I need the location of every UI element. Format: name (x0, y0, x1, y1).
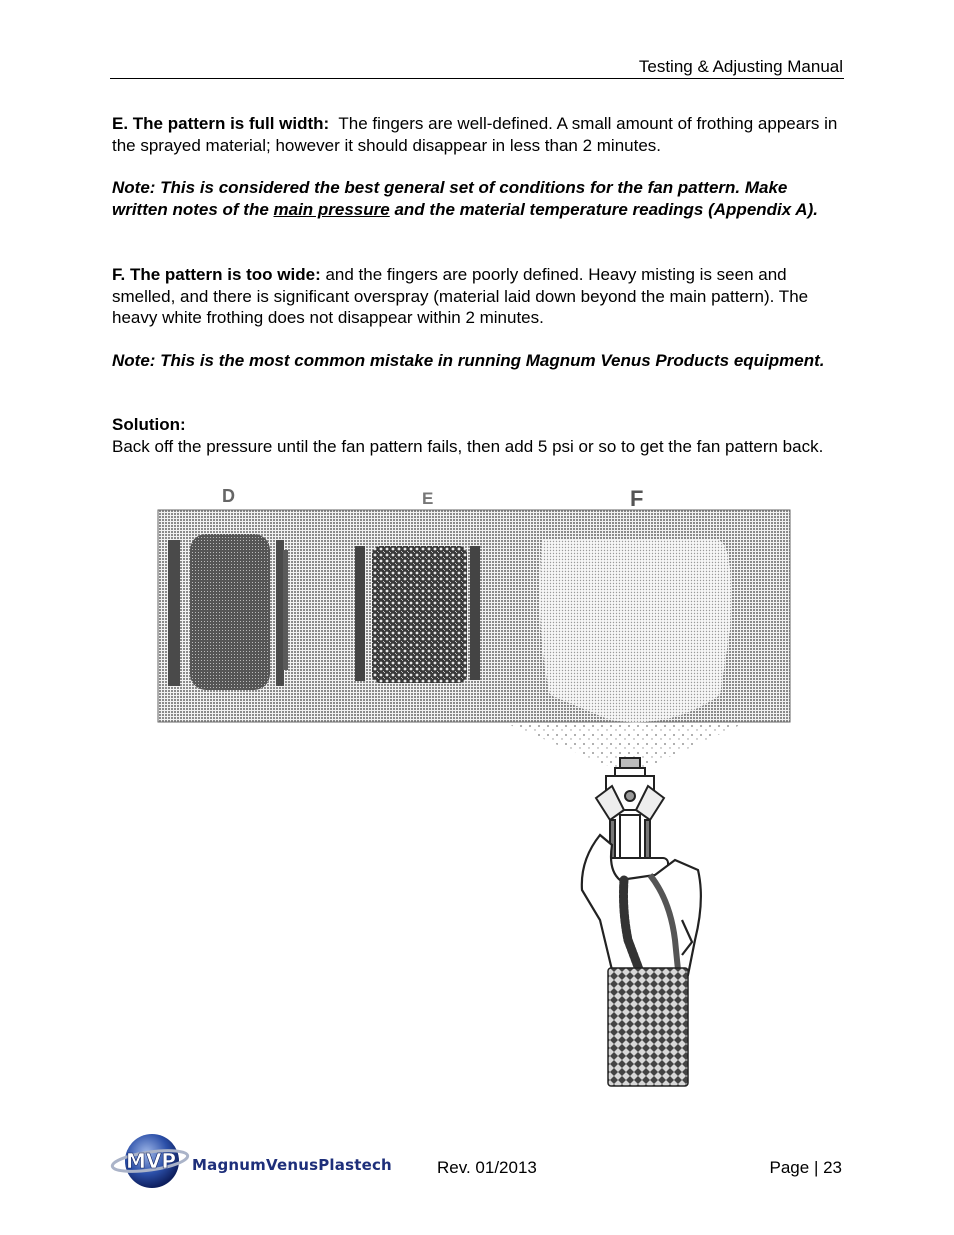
gloved-hand (582, 835, 701, 975)
pattern-f (540, 540, 731, 722)
pattern-e (355, 546, 480, 683)
header-title: Testing & Adjusting Manual (638, 57, 843, 76)
pattern-label-f: F (630, 486, 644, 511)
header-divider (110, 78, 844, 79)
mvp-logo-text: MVP (126, 1149, 177, 1173)
note-1-part1: Note: This is considered the best general set of conditions for the fan pattern. Make written notes of the (112, 178, 788, 219)
solution-block (112, 414, 842, 457)
section-e-paragraph (112, 113, 842, 156)
note-common-mistake: Note: This is the most common mistake in running Magnum Venus Products equipment. (112, 351, 825, 370)
section-f-heading: F. The pattern is too wide: (112, 265, 321, 284)
mvp-logo-icon (110, 1130, 190, 1190)
revision-date: Rev. 01/2013 (437, 1158, 537, 1177)
solution-text: Back off the pressure until the fan pattern fails, then add 5 psi or so to get the fan pattern back. (112, 436, 824, 456)
section-e-text: The fingers are well-defined. A small amount of frothing appears in the sprayed material; however it should disappear in less than 2 minutes. (112, 114, 838, 155)
note-1-part2: and the material temperature readings (Appendix A). (389, 199, 818, 219)
section-e-heading: E. The pattern is full width: (112, 114, 330, 133)
section-f-paragraph (112, 264, 842, 329)
braided-hose (608, 968, 688, 1086)
spray-pattern-illustration (150, 480, 800, 1095)
page-number: Page | 23 (769, 1158, 842, 1177)
pattern-label-d: D (222, 486, 235, 506)
note-1-underlined: main pressure (273, 199, 390, 219)
solution-heading: Solution: (112, 415, 186, 434)
note-best-conditions (112, 177, 842, 220)
company-name: MagnumVenusPlastech (192, 1156, 392, 1174)
section-f-text: and the fingers are poorly defined. Heavy misting is seen and smelled, and there is significant overspray (material laid down beyond the main pattern). The heavy white frothing does not disappear within 2 minutes. (112, 265, 809, 327)
pattern-label-e: E (422, 489, 434, 508)
